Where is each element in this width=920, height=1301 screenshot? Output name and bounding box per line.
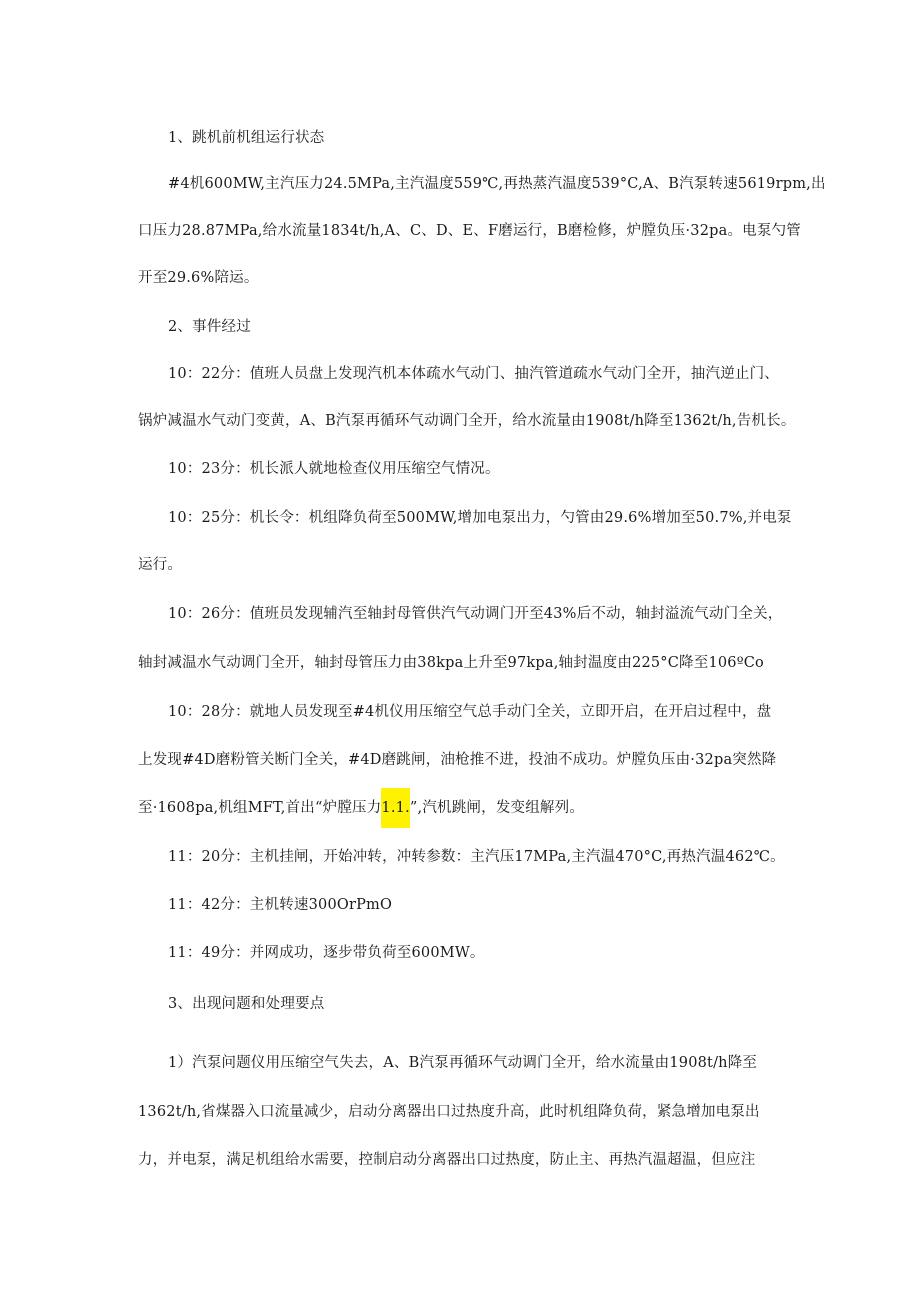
paragraph-line: 开至29.6%陪运。	[138, 270, 259, 286]
paragraph-line: 运行。	[138, 557, 183, 573]
paragraph-line: 锅炉减温水气动门变黄，A、B汽泵再循环气动调门全开，给水流量由1908t/h降至1362t/h,告机长。	[138, 413, 796, 429]
event-line-1026: 10：26分：值班员发现辅汽至轴封母管供汽气动调门开至43%后不动，轴封溢流气动门全关，	[168, 606, 783, 622]
paragraph-line: 口压力28.87MPa,给水流量1834t/h,A、C、D、E、F磨运行，B磨检修，炉膛负压·32pa。电泵勺管	[138, 223, 801, 239]
mft-line-after: ”,汽机跳闸，发变组解列。	[409, 800, 585, 816]
event-line-1025: 10：25分：机长令：机组降负荷至500MW,增加电泵出力，勺管由29.6%增加至50.7%,并电泵	[168, 510, 792, 526]
event-line-1022: 10：22分：值班人员盘上发现汽机本体疏水气动门、抽汽管道疏水气动门全开，抽汽逆止门、	[168, 366, 779, 382]
event-line-1142: 11：42分：主机转速300OrPmO	[168, 897, 393, 913]
highlighted-value: 1.1.	[381, 788, 409, 828]
section-heading-3: 3、出现问题和处理要点	[168, 996, 325, 1012]
event-line-1028: 10：28分：就地人员发现至#4机仪用压缩空气总手动门全关，立即开启，在开启过程中，盘	[168, 704, 772, 720]
mft-line	[138, 798, 584, 818]
paragraph-line: 力，并电泵，满足机组给水需要，控制启动分离器出口过热度，防止主、再热汽温超温，但应注	[138, 1152, 756, 1168]
paragraph-line: 1）汽泵问题仪用压缩空气失去，A、B汽泵再循环气动调门全开，给水流量由1908t/h降至	[168, 1055, 758, 1071]
paragraph-line: 上发现#4D磨粉管关断门全关，#4D磨跳闸，油枪推不进，投油不成功。炉膛负压由·32pa突然降	[138, 752, 777, 768]
mft-line-before: 至·1608pa,机组MFT,首出“炉膛压力	[138, 800, 382, 816]
event-line-1120: 11：20分：主机挂闸，开始冲转，冲转参数：主汽压17MPa,主汽温470°C,再热汽温462℃。	[168, 849, 785, 865]
paragraph-line: 轴封减温水气动调门全开，轴封母管压力由38kpa上升至97kpa,轴封温度由225°C降至106ºCo	[138, 655, 764, 671]
paragraph-line: 1362t/h,省煤器入口流量减少，启动分离器出口过热度升高，此时机组降负荷，紧急增加电泵出	[138, 1104, 760, 1120]
paragraph-line: #4机600MW,主汽压力24.5MPa,主汽温度559℃,再热蒸汽温度539°C,A、B汽泵转速5619rpm,出	[168, 176, 826, 192]
event-line-1149: 11：49分：并网成功，逐步带负荷至600MW。	[168, 945, 485, 961]
event-line-1023: 10：23分：机长派人就地检查仪用压缩空气情况。	[168, 461, 500, 477]
section-heading-2: 2、事件经过	[168, 319, 251, 335]
section-heading-1: 1、跳机前机组运行状态	[168, 130, 325, 146]
